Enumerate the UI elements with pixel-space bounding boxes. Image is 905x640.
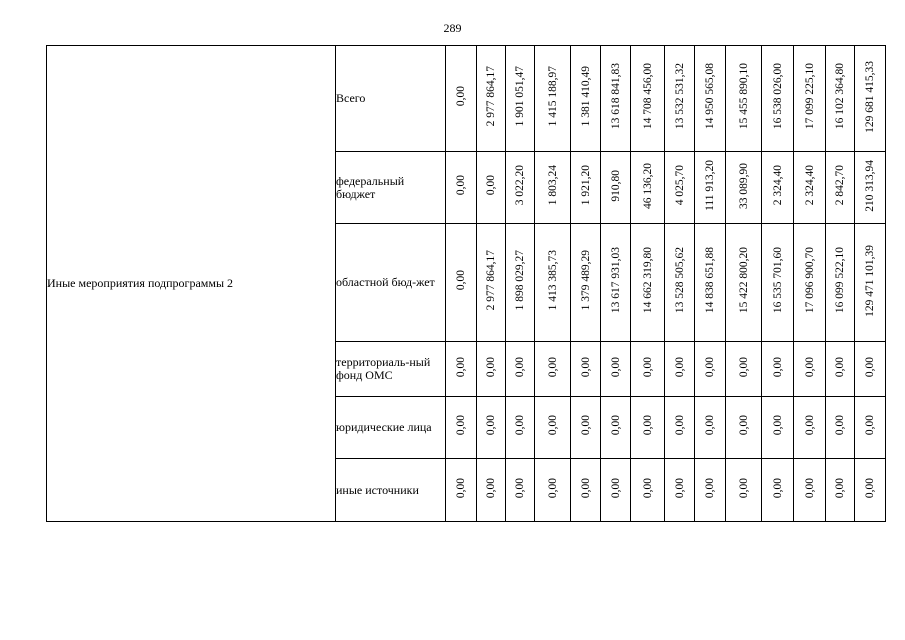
value-cell: 0,00	[446, 397, 477, 459]
value-cell: 0,00	[631, 459, 665, 522]
source-cell: юридические лица	[336, 397, 446, 459]
value-cell: 0,00	[826, 397, 855, 459]
value-cell: 16 538 026,00	[762, 46, 794, 152]
value-cell: 0,00	[855, 342, 886, 397]
value-cell: 1 901 051,47	[506, 46, 535, 152]
value-cell: 910,80	[601, 152, 631, 224]
value-cell: 0,00	[506, 459, 535, 522]
value-cell: 0,00	[601, 397, 631, 459]
value-cell: 0,00	[571, 342, 601, 397]
value-cell: 14 662 319,80	[631, 224, 665, 342]
value-cell: 1 413 385,73	[535, 224, 571, 342]
value-cell: 0,00	[665, 342, 695, 397]
value-cell: 0,00	[665, 397, 695, 459]
value-cell: 4 025,70	[665, 152, 695, 224]
value-cell: 1 381 410,49	[571, 46, 601, 152]
page-number: 289	[443, 21, 462, 35]
value-cell: 1 803,24	[535, 152, 571, 224]
value-cell: 2 842,70	[826, 152, 855, 224]
value-cell: 0,00	[855, 459, 886, 522]
source-cell: иные источники	[336, 459, 446, 522]
financing-table	[46, 45, 886, 522]
value-cell: 129 471 101,39	[855, 224, 886, 342]
value-cell: 0,00	[477, 459, 506, 522]
value-cell: 0,00	[535, 397, 571, 459]
value-cell: 0,00	[535, 342, 571, 397]
value-cell: 14 950 565,08	[695, 46, 726, 152]
value-cell: 0,00	[665, 459, 695, 522]
table-row	[47, 46, 886, 152]
value-cell: 14 708 456,00	[631, 46, 665, 152]
value-cell: 17 096 900,70	[794, 224, 826, 342]
value-cell: 0,00	[695, 397, 726, 459]
activity-cell: Иные мероприятия подпрограммы 2	[47, 46, 336, 522]
value-cell: 2 977 864,17	[477, 46, 506, 152]
value-cell: 111 913,20	[695, 152, 726, 224]
value-cell: 0,00	[794, 459, 826, 522]
value-cell: 14 838 651,88	[695, 224, 726, 342]
value-cell: 0,00	[855, 397, 886, 459]
value-cell: 1 898 029,27	[506, 224, 535, 342]
value-cell: 13 618 841,83	[601, 46, 631, 152]
value-cell: 13 617 931,03	[601, 224, 631, 342]
value-cell: 210 313,94	[855, 152, 886, 224]
value-cell: 0,00	[601, 342, 631, 397]
value-cell: 0,00	[631, 342, 665, 397]
value-cell: 0,00	[726, 342, 762, 397]
value-cell: 0,00	[695, 342, 726, 397]
source-cell: Всего	[336, 46, 446, 152]
value-cell: 0,00	[477, 342, 506, 397]
source-cell: областной бюд-жет	[336, 224, 446, 342]
value-cell: 0,00	[631, 397, 665, 459]
value-cell: 0,00	[477, 397, 506, 459]
value-cell: 1 921,20	[571, 152, 601, 224]
value-cell: 0,00	[794, 397, 826, 459]
value-cell: 0,00	[794, 342, 826, 397]
value-cell: 0,00	[446, 342, 477, 397]
value-cell: 0,00	[535, 459, 571, 522]
value-cell: 33 089,90	[726, 152, 762, 224]
value-cell: 16 102 364,80	[826, 46, 855, 152]
value-cell: 0,00	[762, 459, 794, 522]
value-cell: 0,00	[826, 459, 855, 522]
value-cell: 0,00	[446, 459, 477, 522]
source-cell: федеральный бюджет	[336, 152, 446, 224]
value-cell: 13 532 531,32	[665, 46, 695, 152]
value-cell: 46 136,20	[631, 152, 665, 224]
value-cell: 0,00	[446, 152, 477, 224]
value-cell: 0,00	[695, 459, 726, 522]
value-cell: 17 099 225,10	[794, 46, 826, 152]
value-cell: 16 535 701,60	[762, 224, 794, 342]
value-cell: 13 528 505,62	[665, 224, 695, 342]
value-cell: 0,00	[477, 152, 506, 224]
value-cell: 2 324,40	[794, 152, 826, 224]
value-cell: 15 422 800,20	[726, 224, 762, 342]
value-cell: 15 455 890,10	[726, 46, 762, 152]
value-cell: 0,00	[506, 342, 535, 397]
value-cell: 0,00	[762, 397, 794, 459]
value-cell: 2 324,40	[762, 152, 794, 224]
value-cell: 0,00	[446, 224, 477, 342]
value-cell: 0,00	[506, 397, 535, 459]
value-cell: 0,00	[571, 459, 601, 522]
value-cell: 1 415 188,97	[535, 46, 571, 152]
value-cell: 3 022,20	[506, 152, 535, 224]
source-cell: территориаль-ный фонд ОМС	[336, 342, 446, 397]
value-cell: 0,00	[601, 459, 631, 522]
value-cell: 0,00	[446, 46, 477, 152]
value-cell: 16 099 522,10	[826, 224, 855, 342]
value-cell: 0,00	[726, 459, 762, 522]
value-cell: 129 681 415,33	[855, 46, 886, 152]
value-cell: 0,00	[826, 342, 855, 397]
value-cell: 1 379 489,29	[571, 224, 601, 342]
value-cell: 0,00	[762, 342, 794, 397]
value-cell: 0,00	[726, 397, 762, 459]
value-cell: 2 977 864,17	[477, 224, 506, 342]
value-cell: 0,00	[571, 397, 601, 459]
